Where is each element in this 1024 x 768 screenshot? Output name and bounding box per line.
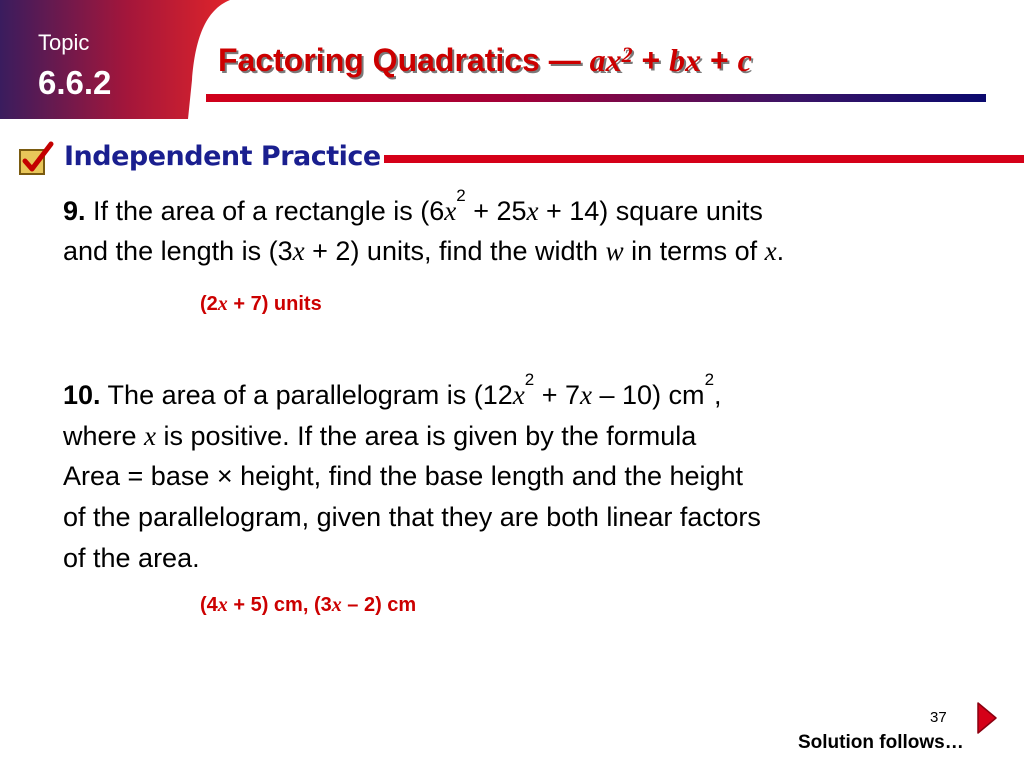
topic-box-background: [0, 0, 230, 119]
question-9-line-1: [63, 186, 763, 231]
page-number: 37: [930, 709, 947, 726]
page-title: [218, 42, 752, 79]
q10-answer-var: x: [217, 594, 228, 616]
question-10-line-1: [63, 370, 722, 415]
q10-var: x: [580, 380, 593, 410]
q9-answer-var: x: [217, 293, 228, 315]
question-9-line-2: [63, 231, 784, 271]
checkmark-icon: [18, 141, 52, 175]
question-9-number: 9.: [63, 196, 86, 226]
q10-text: + 7: [534, 380, 581, 410]
q9-text: + 25: [465, 196, 527, 226]
q9-var: w: [605, 236, 624, 266]
q10-var: x: [512, 380, 525, 410]
section-underline: [384, 155, 1024, 163]
q10-var: x: [144, 421, 157, 451]
title-plus-2: +: [701, 42, 738, 78]
question-10-number: 10.: [63, 380, 101, 410]
q10-answer-text: (4: [200, 594, 218, 616]
question-10-answer: [200, 594, 416, 617]
q10-exponent: 2: [704, 370, 715, 389]
q9-answer-text: (2: [200, 293, 218, 315]
section-heading: Independent Practice: [64, 141, 381, 172]
q10-text: The area of a parallelogram is (12: [100, 380, 513, 410]
q9-exponent: 2: [456, 186, 466, 205]
title-plus-1: +: [632, 42, 670, 78]
q10-text: ,: [714, 380, 722, 410]
q10-exponent: 2: [524, 370, 535, 389]
question-9-answer: [200, 293, 322, 316]
q10-text: is positive. If the area is given by the formula: [156, 421, 697, 451]
title-term-b: bx: [669, 42, 702, 78]
topic-number: 6.6.2: [38, 64, 112, 101]
title-term-a: ax: [589, 42, 622, 78]
q9-text: in terms of: [623, 236, 765, 266]
topic-box: [0, 0, 230, 119]
q9-text: and the length is (3: [63, 236, 293, 266]
title-exponent: 2: [621, 42, 633, 67]
q9-text: + 2) units, find the width: [304, 236, 606, 266]
q9-text: + 14) square units: [538, 196, 763, 226]
q10-answer-var: x: [331, 594, 342, 616]
q10-answer-text: – 2) cm: [341, 594, 417, 616]
question-10-line-3: Area = base × height, find the base length and the height: [63, 461, 744, 491]
q9-var: x: [526, 196, 539, 226]
title-term-c: c: [737, 42, 752, 78]
q10-text: – 10) cm: [592, 380, 705, 410]
topic-label: Topic: [38, 30, 90, 55]
q9-text: If the area of a rectangle is (6: [85, 196, 445, 226]
q9-var: x: [764, 236, 777, 266]
solution-follows-link[interactable]: Solution follows…: [798, 732, 964, 753]
q9-answer-text: + 7) units: [227, 293, 322, 315]
title-underline: [206, 94, 986, 102]
question-10-line-5: of the area.: [63, 543, 200, 573]
q9-var: x: [292, 236, 305, 266]
q10-text: where: [63, 421, 145, 451]
q10-answer-text: + 5) cm, (3: [227, 594, 332, 616]
q9-var: x: [444, 196, 457, 226]
question-10-line-2: [63, 416, 696, 456]
q9-text: .: [776, 236, 785, 266]
question-10-line-4: of the parallelogram, given that they are both linear factors: [63, 502, 761, 532]
title-prefix: Factoring Quadratics —: [218, 42, 590, 78]
next-arrow-icon[interactable]: [976, 701, 998, 735]
